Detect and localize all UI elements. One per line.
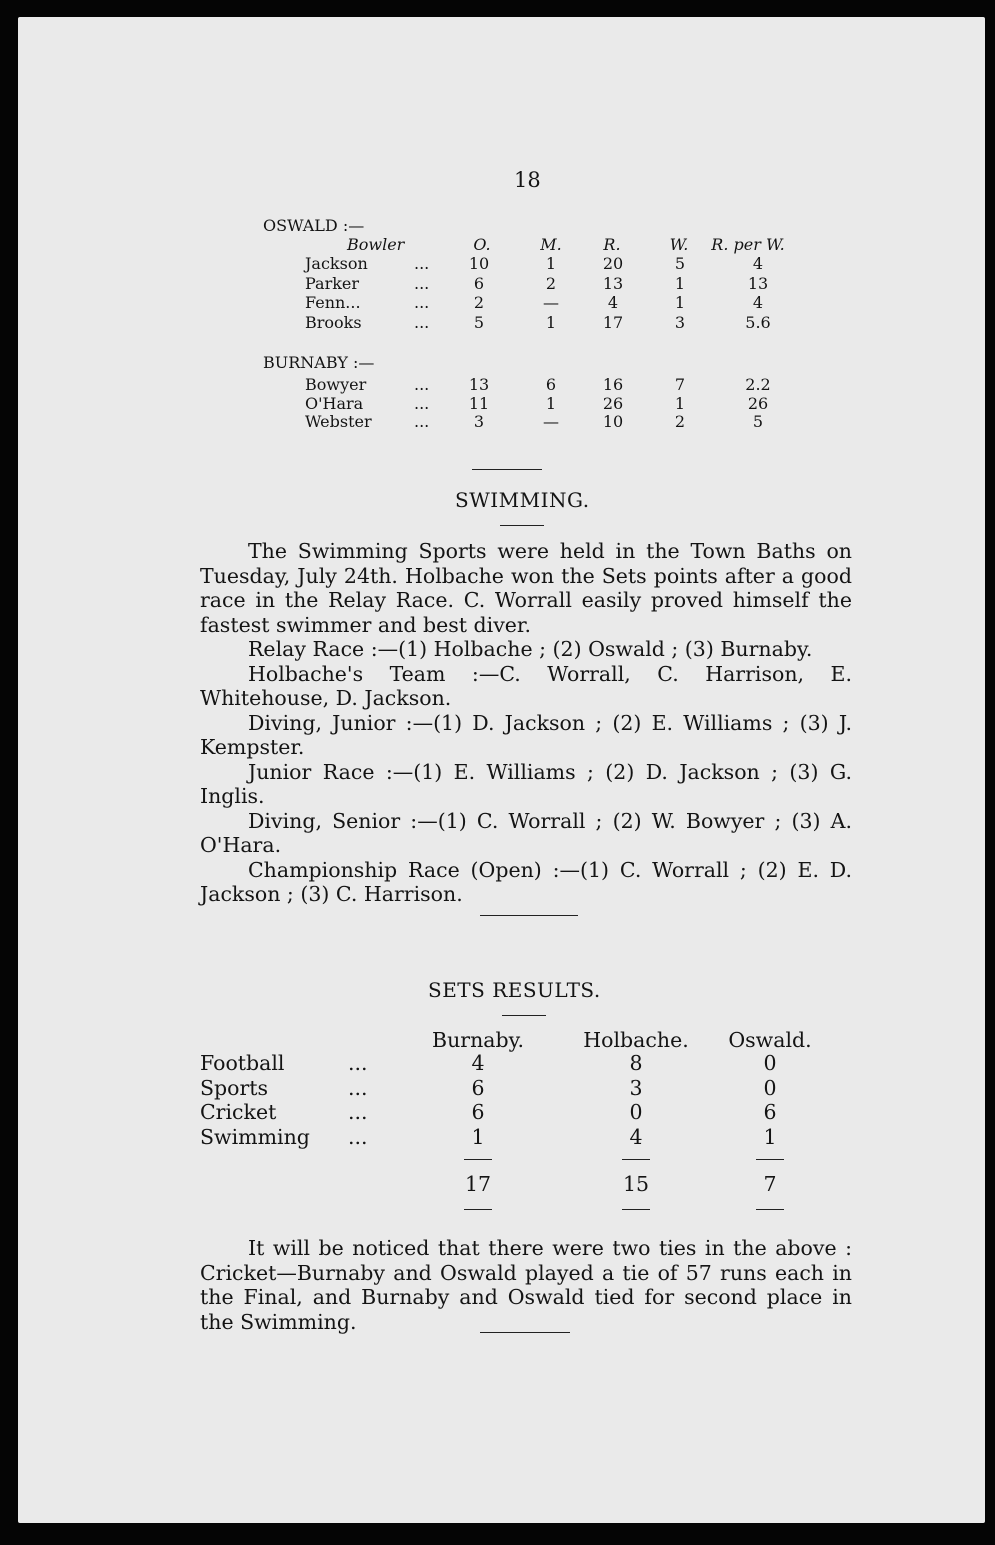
paragraph: Relay Race :—(1) Holbache ; (2) Oswald ; (3) Burnaby. bbox=[248, 637, 813, 661]
leader-dots: ... bbox=[414, 273, 430, 293]
leader-dots: ... bbox=[414, 293, 430, 313]
wickets-value: 5 bbox=[674, 254, 686, 273]
total-value: 15 bbox=[622, 1172, 650, 1196]
maidens-value: 1 bbox=[545, 393, 557, 413]
leader-dots: ... bbox=[348, 1051, 368, 1075]
paragraph: Championship Race (Open) :—(1) C. Worrall ; (2) E. D. Jackson ; (3) C. Harrison. bbox=[200, 857, 852, 906]
runs-value: 20 bbox=[602, 254, 624, 273]
house-header: Burnaby. bbox=[432, 1028, 524, 1052]
runs-value: 16 bbox=[602, 375, 624, 394]
leader-dots: ... bbox=[348, 1124, 368, 1149]
paragraph: The Swimming Sports were held in the Town Baths on Tuesday, July 24th. Holbache won the Sets points after a good race in the Relay Race. C. Worrall easily proved himself the fastest swimmer and best diver. bbox=[200, 539, 852, 637]
bowler-name: Webster bbox=[305, 412, 372, 431]
divider bbox=[500, 525, 544, 526]
leader-dots: ... bbox=[348, 1075, 368, 1100]
col-bowler: Bowler bbox=[347, 235, 405, 254]
page bbox=[18, 17, 985, 1523]
points-value: 0 bbox=[629, 1100, 643, 1124]
leader-dots: ... bbox=[414, 313, 430, 333]
col-wickets: W. bbox=[669, 235, 689, 254]
event-name: Sports bbox=[200, 1075, 269, 1100]
total-rule bbox=[756, 1159, 784, 1160]
paragraph: It will be noticed that there were two ties in the above : Cricket—Burnaby and Oswald played a tie of 57 runs each in the Final, and Burnaby and Oswald tied for second place in the Swimming. bbox=[200, 1236, 852, 1334]
sets-title: SETS RESULTS. bbox=[428, 978, 601, 1002]
wickets-value: 2 bbox=[674, 412, 686, 431]
event-name: Cricket bbox=[200, 1100, 277, 1124]
bowler-name: Brooks bbox=[305, 313, 362, 333]
overs-value: 2 bbox=[473, 293, 485, 313]
leader-dots: ... bbox=[414, 375, 430, 394]
total-rule bbox=[756, 1209, 784, 1210]
points-value: 4 bbox=[629, 1124, 643, 1149]
runs-per-wicket-value: 5 bbox=[752, 412, 764, 431]
maidens-value: 2 bbox=[545, 273, 557, 293]
runs-per-wicket-value: 4 bbox=[752, 293, 764, 313]
paragraph: Junior Race :—(1) E. Williams ; (2) D. Jackson ; (3) G. Inglis. bbox=[200, 759, 852, 808]
bowler-name: Bowyer bbox=[305, 375, 367, 394]
event-name: Football bbox=[200, 1051, 285, 1075]
closing-note bbox=[200, 1236, 852, 1334]
overs-value: 10 bbox=[468, 254, 490, 273]
divider bbox=[472, 469, 542, 470]
runs-value: 13 bbox=[602, 273, 624, 293]
oswald-heading: OSWALD :— bbox=[263, 216, 365, 235]
col-runs-per-wicket: R. per W. bbox=[711, 235, 785, 254]
overs-value: 5 bbox=[473, 313, 485, 333]
runs-value: 26 bbox=[602, 393, 624, 413]
bowler-name: O'Hara bbox=[305, 393, 364, 413]
swimming-text bbox=[200, 539, 852, 907]
event-name: Swimming bbox=[200, 1124, 310, 1149]
points-value: 6 bbox=[471, 1100, 485, 1124]
overs-value: 13 bbox=[468, 375, 490, 394]
points-value: 8 bbox=[629, 1051, 643, 1075]
runs-value: 10 bbox=[602, 412, 624, 431]
total-value: 17 bbox=[464, 1172, 492, 1196]
wickets-value: 7 bbox=[674, 375, 686, 394]
points-value: 0 bbox=[763, 1051, 777, 1075]
maidens-value: — bbox=[543, 293, 559, 313]
col-maidens: M. bbox=[540, 235, 562, 254]
house-header: Holbache. bbox=[583, 1028, 689, 1052]
bowler-name: Parker bbox=[305, 273, 360, 293]
runs-value: 17 bbox=[602, 313, 624, 333]
points-value: 4 bbox=[471, 1051, 485, 1075]
runs-per-wicket-value: 4 bbox=[752, 254, 764, 273]
maidens-value: — bbox=[543, 412, 559, 431]
wickets-value: 3 bbox=[674, 313, 686, 333]
wickets-value: 1 bbox=[674, 273, 686, 293]
divider bbox=[502, 1015, 546, 1016]
runs-value: 4 bbox=[607, 293, 619, 313]
wickets-value: 1 bbox=[674, 393, 686, 413]
total-rule bbox=[622, 1209, 650, 1210]
leader-dots: ... bbox=[414, 412, 430, 431]
house-header: Oswald. bbox=[728, 1028, 812, 1052]
page-number: 18 bbox=[514, 168, 541, 192]
maidens-value: 1 bbox=[545, 254, 557, 273]
points-value: 1 bbox=[763, 1124, 777, 1149]
runs-per-wicket-value: 26 bbox=[747, 393, 769, 413]
leader-dots: ... bbox=[348, 1100, 368, 1124]
overs-value: 3 bbox=[473, 412, 485, 431]
col-overs: O. bbox=[473, 235, 491, 254]
leader-dots: ... bbox=[414, 393, 430, 413]
swimming-title: SWIMMING. bbox=[455, 488, 590, 512]
overs-value: 11 bbox=[468, 393, 490, 413]
maidens-value: 6 bbox=[545, 375, 557, 394]
leader-dots: ... bbox=[414, 254, 430, 273]
points-value: 6 bbox=[763, 1100, 777, 1124]
total-rule bbox=[464, 1209, 492, 1210]
wickets-value: 1 bbox=[674, 293, 686, 313]
burnaby-heading: BURNABY :— bbox=[263, 353, 375, 372]
total-value: 7 bbox=[763, 1172, 777, 1196]
bowler-name: Fenn... bbox=[305, 293, 361, 313]
points-value: 1 bbox=[471, 1124, 485, 1149]
total-rule bbox=[464, 1159, 492, 1160]
total-rule bbox=[622, 1159, 650, 1160]
paragraph: Diving, Junior :—(1) D. Jackson ; (2) E. Williams ; (3) J. Kempster. bbox=[200, 710, 852, 759]
overs-value: 6 bbox=[473, 273, 485, 293]
points-value: 6 bbox=[471, 1075, 485, 1100]
runs-per-wicket-value: 13 bbox=[747, 273, 769, 293]
divider bbox=[480, 1332, 570, 1333]
runs-per-wicket-value: 2.2 bbox=[745, 375, 771, 394]
paragraph: Diving, Senior :—(1) C. Worrall ; (2) W. Bowyer ; (3) A. O'Hara. bbox=[200, 808, 852, 857]
maidens-value: 1 bbox=[545, 313, 557, 333]
paragraph: Holbache's Team :—C. Worrall, C. Harrison, E. Whitehouse, D. Jackson. bbox=[200, 661, 852, 710]
runs-per-wicket-value: 5.6 bbox=[745, 313, 771, 333]
divider bbox=[480, 915, 578, 916]
points-value: 0 bbox=[763, 1075, 777, 1100]
points-value: 3 bbox=[629, 1075, 643, 1100]
col-runs: R. bbox=[603, 235, 621, 254]
bowler-name: Jackson bbox=[305, 254, 368, 273]
